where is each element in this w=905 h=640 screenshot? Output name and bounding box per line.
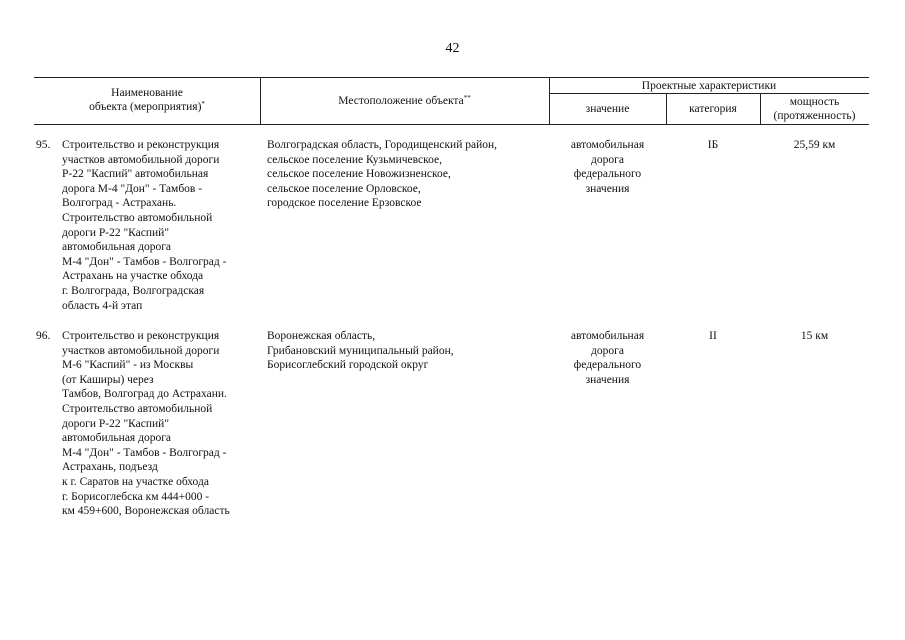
row-value: автомобильная дорога федерального значения <box>570 330 645 386</box>
header-project-group: Проектные характеристики <box>641 80 777 92</box>
header-name-cell <box>34 86 260 114</box>
table-header-bottom-rule <box>34 124 869 125</box>
header-capacity: мощность (протяженность) <box>773 96 856 122</box>
header-name-footnote-mark: * <box>201 100 205 108</box>
row-number: 96. <box>36 330 51 342</box>
header-location-footnote-mark: ** <box>463 94 471 102</box>
row-name: Строительство и реконструкция участков автомобильной дороги Р-22 "Каспий" автомобильная дорога М-4 "Дон" - Тамбов - Волгоград - Астрахань. Строительство автомобильной дороги Р-22 "Каспий" автомобильная дорога М-4 "Дон" - Тамбов - Волгоград - Астрахань на участке обхода г. Волгограда, Волгоградская область 4-й этап <box>62 139 227 312</box>
table-subheader-rule <box>549 93 869 94</box>
row-name: Строительство и реконструкция участков автомобильной дороги М-6 "Каспий" - из Москвы (от Каширы) через Тамбов, Волгоград до Астрахани. Строительство автомобильной дороги Р-22 "Каспий" автомобильная дорога М-4 "Дон" - Тамбов - Волгоград - Астрахань, подъезд к г. Саратов на участке обхода г. Борисоглебска км 444+000 - км 459+600, Воронежская область <box>62 330 230 518</box>
header-location-cell <box>260 94 549 108</box>
row-capacity: 25,59 км <box>793 139 836 151</box>
header-category: категория <box>689 103 737 115</box>
page-number: 42 <box>445 41 460 56</box>
header-location-label: Местоположение объекта <box>338 95 464 107</box>
table-top-rule <box>34 77 869 78</box>
row-number: 95. <box>36 139 51 151</box>
row-category: IБ <box>707 139 719 151</box>
row-value: автомобильная дорога федерального значения <box>570 139 645 195</box>
row-location: Волгоградская область, Городищенский район, сельское поселение Кузьмичевское, сельское поселение Новожизненское, сельское поселение Орловское, городское поселение Ерзовское <box>267 139 498 210</box>
row-category: II <box>709 330 717 342</box>
row-location: Воронежская область, Грибановский муниципальный район, Борисоглебский городской округ <box>267 330 454 372</box>
row-capacity: 15 км <box>800 330 829 342</box>
header-value: значение <box>585 103 630 115</box>
header-name-label: Наименование объекта (мероприятия) <box>89 87 202 113</box>
